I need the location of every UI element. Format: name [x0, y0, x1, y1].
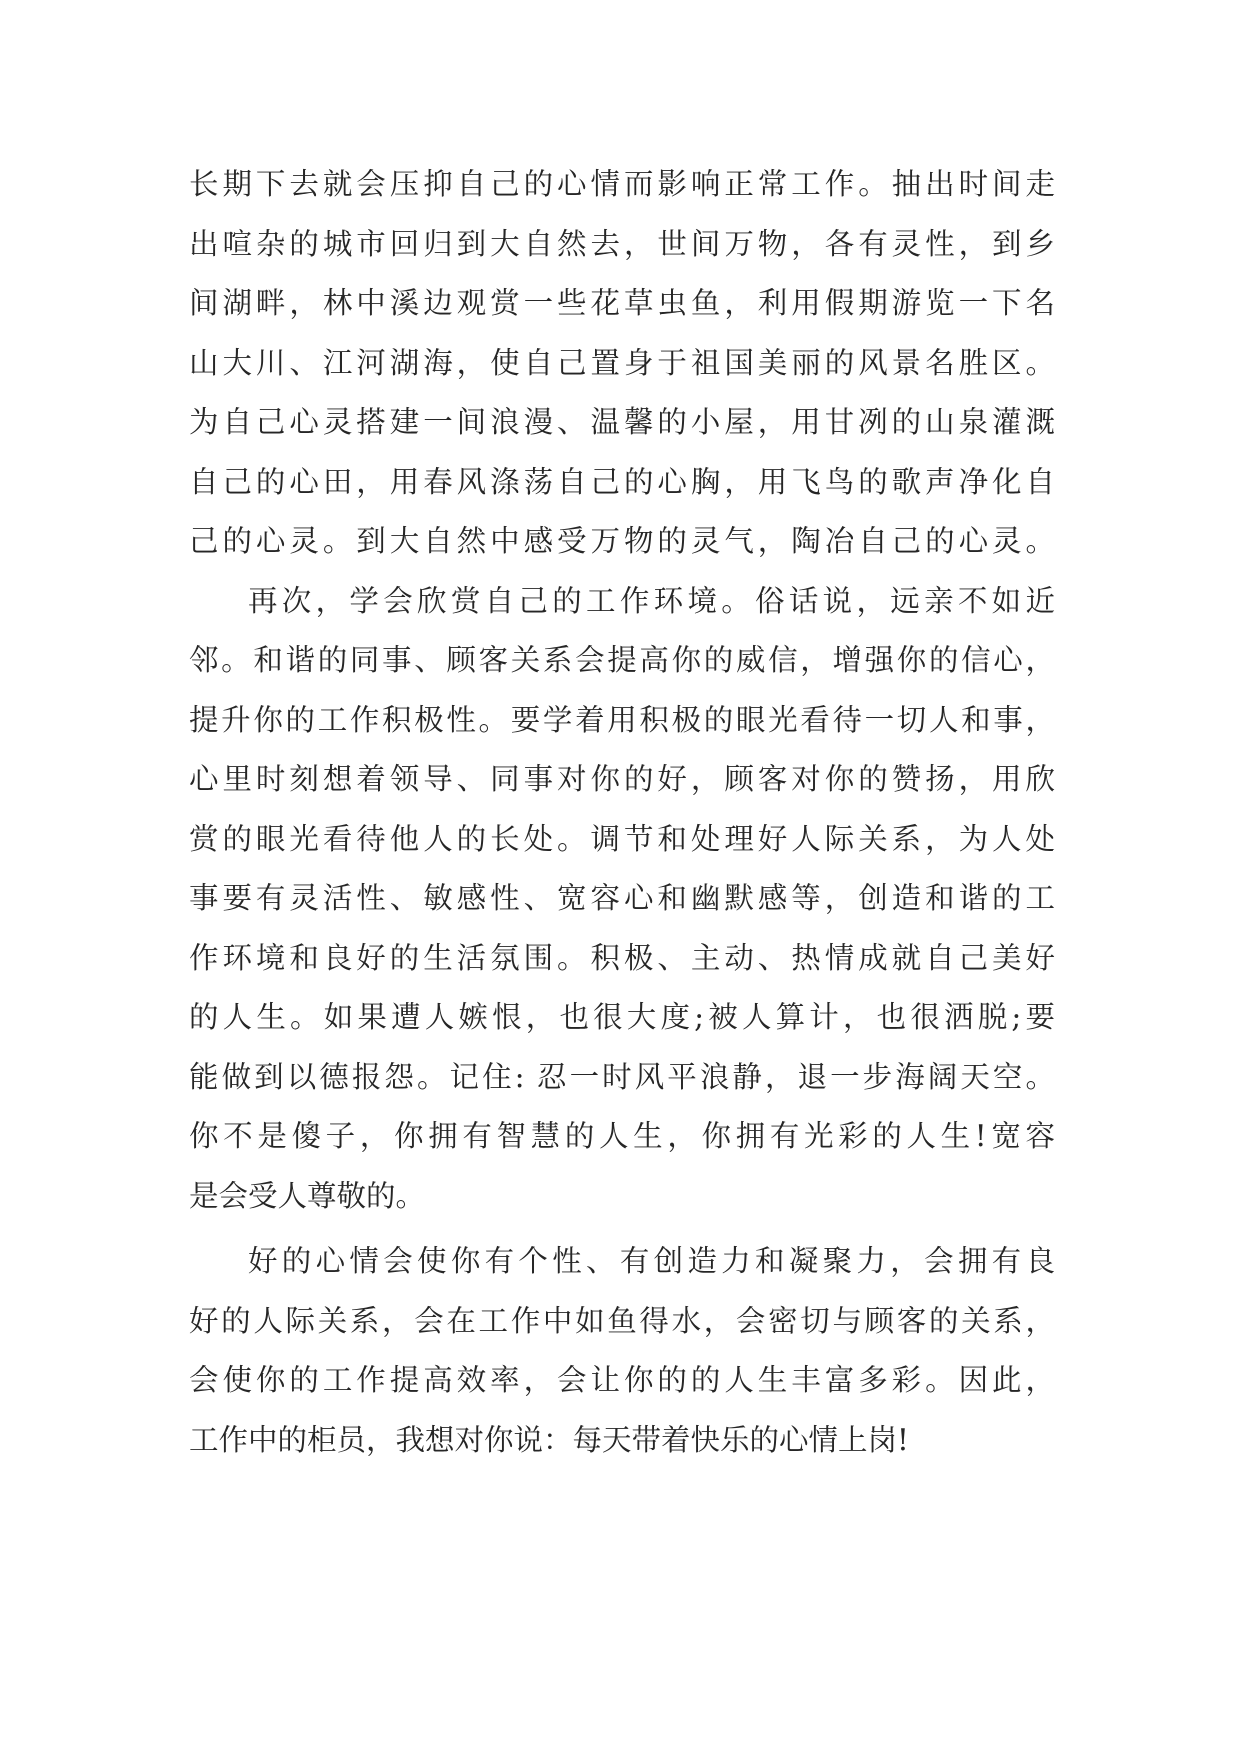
- text-line: 间湖畔，林中溪边观赏一些花草虫鱼，利用假期游览一下名: [189, 286, 1055, 320]
- text-line: 工作中的柜员，我想对你说：每天带着快乐的心情上岗!: [189, 1422, 909, 1457]
- text-line: 自己的心田，用春风涤荡自己的心胸，用飞鸟的歌声净化自: [189, 464, 1055, 499]
- text-line: 你不是傻子，你拥有智慧的人生，你拥有光彩的人生!宽容: [189, 1119, 1055, 1153]
- document-body: [189, 155, 1055, 1470]
- text-line: 为自己心灵搭建一间浪漫、温馨的小屋，用甘冽的山泉灌溉: [189, 405, 1055, 439]
- text-line: 山大川、江河湖海，使自己置身于祖国美丽的风景名胜区。: [189, 345, 1055, 380]
- text-line: 会使你的工作提高效率，会让你的的人生丰富多彩。因此，: [189, 1363, 1055, 1397]
- text-line: 心里时刻想着领导、同事对你的好，顾客对你的赞扬，用欣: [189, 762, 1055, 796]
- text-line: 己的心灵。到大自然中感受万物的灵气，陶冶自己的心灵。: [189, 524, 1055, 558]
- text-line: 赏的眼光看待他人的长处。调节和处理好人际关系，为人处: [189, 821, 1055, 856]
- text-line: 的人生。如果遭人嫉恨，也很大度;被人算计，也很洒脱;要: [189, 1000, 1055, 1034]
- text-line: 再次，学会欣赏自己的工作环境。俗话说，远亲不如近: [248, 583, 1055, 618]
- text-line: 事要有灵活性、敏感性、宽容心和幽默感等，创造和谐的工: [189, 881, 1055, 915]
- text-line: 提升你的工作积极性。要学着用积极的眼光看待一切人和事，: [189, 702, 1055, 737]
- paragraph-good-mood: [189, 1232, 1055, 1470]
- text-line: 出喧杂的城市回归到大自然去，世间万物，各有灵性，到乡: [189, 226, 1055, 261]
- text-line: 是会受人尊敬的。: [189, 1178, 426, 1213]
- text-line: 邻。和谐的同事、顾客关系会提高你的威信，增强你的信心，: [189, 643, 1055, 677]
- text-line: 长期下去就会压抑自己的心情而影响正常工作。抽出时间走: [189, 167, 1055, 201]
- text-line: 好的人际关系，会在工作中如鱼得水，会密切与顾客的关系，: [189, 1303, 1055, 1338]
- text-line: 作环境和良好的生活氛围。积极、主动、热情成就自己美好: [189, 940, 1055, 975]
- text-line: 能做到以德报怨。记住: 忍一时风平浪静，退一步海阔天空。: [189, 1059, 1055, 1094]
- paragraph-work-environment: [189, 572, 1055, 1227]
- paragraph-nature: [189, 155, 1055, 572]
- text-line: 好的心情会使你有个性、有创造力和凝聚力，会拥有良: [248, 1244, 1055, 1278]
